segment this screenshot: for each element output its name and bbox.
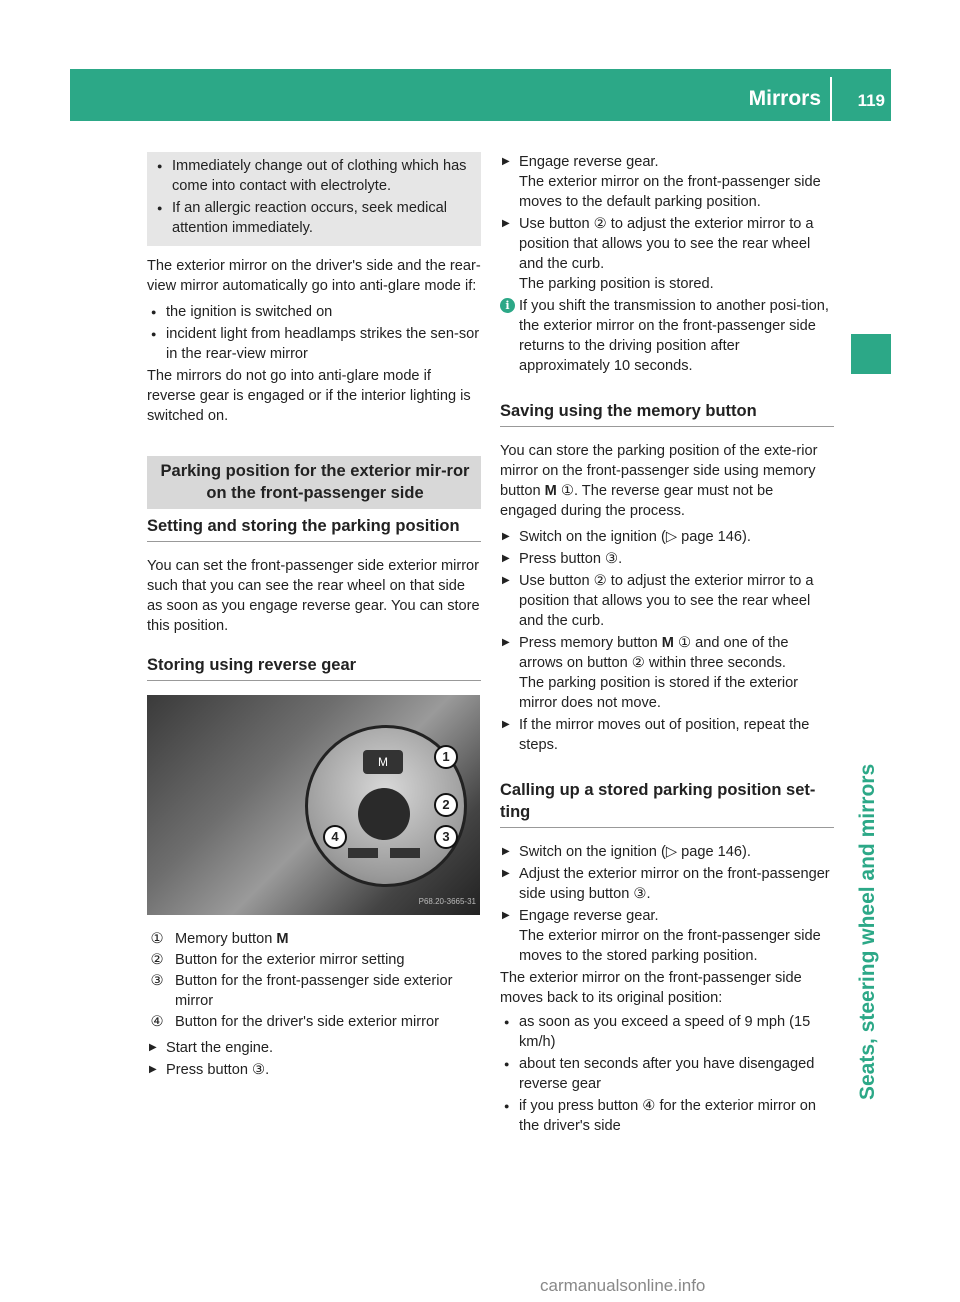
page-header — [70, 69, 891, 121]
chapter-side-tab — [851, 334, 891, 374]
watermark-link[interactable]: carmanualsonline.info — [540, 1276, 706, 1295]
photo-reference-code: P68.20-3665-31 — [418, 897, 476, 906]
subsection-heading: Calling up a stored parking position set-ting — [500, 779, 834, 828]
mirror-adjust-knob-graphic — [358, 788, 410, 840]
legend-item: ③ Button for the front-passenger side exterior mirror — [150, 973, 453, 1009]
header-divider — [830, 77, 832, 121]
callout-1: 1 — [434, 745, 458, 769]
paragraph: You can store the parking position of the exte-rior mirror on the front-passenger side using memory button M ①. The reverse gear must not be engaged during the process. — [500, 443, 818, 519]
instruction-step: ▶ Engage reverse gear. The exterior mirror on the front-passenger side moves to the default parking position. — [500, 152, 834, 212]
page-number: 119 — [857, 91, 885, 110]
warning-continuation-box — [147, 152, 481, 246]
instruction-step: ▶ Press button ③. — [147, 1060, 481, 1080]
instruction-step: ▶ Use button ② to adjust the exterior mirror to a position that allows you to see the rear wheel and the curb. — [500, 571, 834, 631]
list-item: ● incident light from headlamps strikes the sen-sor in the rear-view mirror — [147, 324, 481, 364]
instruction-step: ▶ Switch on the ignition (▷ page 146). — [500, 842, 834, 862]
mirror-controls-photo — [147, 695, 480, 915]
subsection-heading: Storing using reverse gear — [147, 654, 481, 681]
section-heading: Parking position for the exterior mir-ror on the front-passenger side — [147, 456, 481, 509]
paragraph: You can set the front-passenger side exterior mirror such that you can see the rear wheel on that side as soon as you engage reverse gear. You can store this position. — [147, 558, 480, 634]
instruction-step: ▶ Switch on the ignition (▷ page 146). — [500, 527, 834, 547]
list-item: ● if you press button ④ for the exterior mirror on the driver's side — [500, 1096, 834, 1136]
chapter-title: Mirrors — [748, 87, 821, 110]
passenger-side-button-graphic — [390, 848, 420, 858]
paragraph: The mirrors do not go into anti-glare mode if reverse gear is engaged or if the interior lighting is switched on. — [147, 368, 471, 424]
list-item: ● as soon as you exceed a speed of 9 mph (15 km/h) — [500, 1012, 834, 1052]
subsection-heading: Saving using the memory button — [500, 400, 834, 427]
callout-4: 4 — [323, 825, 347, 849]
instruction-step: ▶ Press memory button M ① and one of the arrows on button ② within three seconds. The parking position is stored if the exterior mirror does not move. — [500, 633, 834, 713]
instruction-step: ▶ If the mirror moves out of position, repeat the steps. — [500, 715, 834, 755]
paragraph: The exterior mirror on the driver's side and the rear-view mirror automatically go into anti-glare mode if: — [147, 258, 481, 294]
legend-item: ① Memory button M — [150, 931, 289, 947]
memory-button-graphic: M — [363, 750, 403, 774]
list-item: ● the ignition is switched on — [147, 302, 481, 322]
driver-side-button-graphic — [348, 848, 378, 858]
instruction-step: ▶ Use button ② to adjust the exterior mirror to a position that allows you to see the rear wheel and the curb. The parking position is stored. — [500, 214, 834, 294]
info-icon: i — [500, 298, 515, 313]
list-item: ● If an allergic reaction occurs, seek medical attention immediately. — [153, 198, 475, 238]
callout-2: 2 — [434, 793, 458, 817]
info-note: i If you shift the transmission to another posi-tion, the exterior mirror on the front-passenger side returns to the driving position after approximately 10 seconds. — [500, 296, 834, 376]
instruction-step: ▶ Press button ③. — [500, 549, 834, 569]
instruction-step: ▶ Adjust the exterior mirror on the front-passenger side using button ③. — [500, 864, 834, 904]
subsection-heading: Setting and storing the parking position — [147, 515, 481, 542]
list-item: ● about ten seconds after you have disengaged reverse gear — [500, 1054, 834, 1094]
list-item: ● Immediately change out of clothing which has come into contact with electrolyte. — [153, 156, 475, 196]
instruction-step: ▶ Start the engine. — [147, 1038, 481, 1058]
instruction-step: ▶ Engage reverse gear. The exterior mirror on the front-passenger side moves to the stored parking position. — [500, 906, 834, 966]
left-column — [147, 152, 481, 1082]
legend-item: ④ Button for the driver's side exterior mirror — [150, 1014, 439, 1030]
paragraph: The exterior mirror on the front-passenger side moves back to its original position: — [500, 970, 802, 1006]
right-column — [500, 152, 834, 1138]
callout-3: 3 — [434, 825, 458, 849]
legend-item: ② Button for the exterior mirror setting — [150, 952, 405, 968]
